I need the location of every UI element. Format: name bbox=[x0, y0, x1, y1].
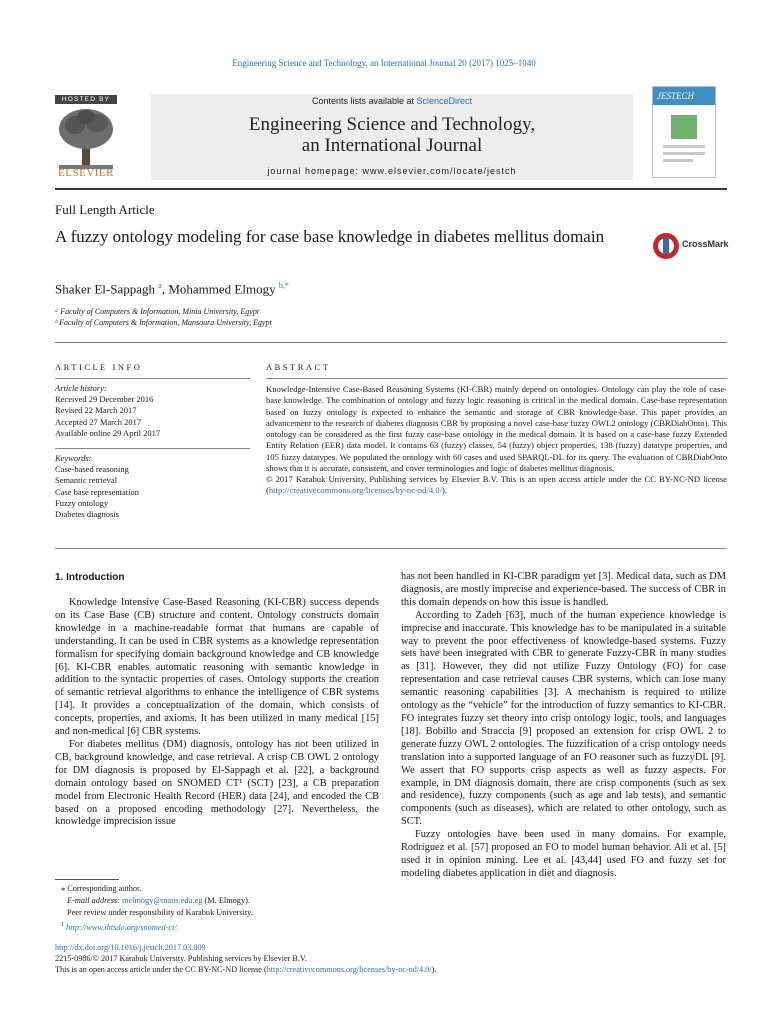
email-link[interactable]: melmogy@mans.edu.eg bbox=[122, 896, 203, 905]
hosted-by-badge: HOSTED BY bbox=[55, 95, 117, 104]
open-access-line bbox=[55, 964, 735, 975]
paragraph: has not been handled in KI-CBR paradigm yet [3]. Medical data, such as DM diagnosis, are mostly imprecise and experience-based. The success of CBR in this domain depends on how this issue is handled. bbox=[401, 571, 726, 608]
abstract-text: Knowledge-Intensive Case-Based Reasoning Systems (KI-CBR) mainly depend on ontologies. Ontology can play the role of case-base knowledge. The combination of ontology and fuzzy logic reasoning is critical in the medical domain. Case-base representation based on fuzzy ontology is expected to enhance the semantic and storage of CBR knowledge-base. This paper provides an advancement to the research of diabetes diagnosis CBR by proposing a novel case-base fuzzy OWL2 ontology (CBRDiabOnto). This ontology can be considered as the first fuzzy case-base ontology in the medical domain. It is based on a case-base fuzzy Extended Entity Relation (EER) data model. It contains 63 (fuzzy) classes, 54 (fuzzy) object properties, 138 (fuzzy) datatype properties, and 105 fuzzy datatypes. We populated the ontology with 60 cases and used SPARQL-DL for its query. The evaluation of CBRDiabOnto shows that it is accurate, consistent, and cover terminologies and logic of diabetes mellitus diagnosis. bbox=[266, 384, 727, 473]
contents-prefix: Contents lists available at bbox=[311, 96, 417, 106]
journal-title-line2: an International Journal bbox=[301, 135, 483, 156]
paragraph: For diabetes mellitus (DM) diagnosis, ontology has not been utilized in CB, background knowledge, and case retrieval. A crisp CB OWL 2 ontology for DM diagnosis is proposed by El-Sappagh et al. [22], a background domain ontology based on SNOMED CT¹ (SCT) [23], a CB preparation model from Electronic Health Record (HER) data [24], and encoded the CB based on a proposed encoding methodology [27]. Nevertheless, the knowledge imprecision issue bbox=[55, 738, 379, 828]
author-separator: , bbox=[161, 281, 169, 297]
abstract-rule bbox=[266, 378, 727, 379]
affiliation-a: ᵃ Faculty of Computers & Information, Minia University, Egypt bbox=[55, 307, 260, 316]
author-name: Mohammed Elmogy bbox=[168, 281, 276, 297]
homepage-url[interactable]: www.elsevier.com/locate/jestch bbox=[362, 166, 517, 176]
history-label: Article history: bbox=[55, 383, 107, 393]
section-rule bbox=[55, 342, 727, 343]
article-info-heading: ARTICLE INFO bbox=[55, 362, 143, 372]
sciencedirect-link[interactable]: ScienceDirect bbox=[416, 96, 473, 106]
issn-line: 2215-0986/© 2017 Karabuk University. Publishing services by Elsevier B.V. bbox=[55, 954, 307, 963]
doi-link[interactable]: http://dx.doi.org/10.1016/j.jestch.2017.03.009 bbox=[55, 943, 206, 952]
author-affiliation-mark[interactable]: b,* bbox=[278, 281, 289, 290]
paragraph: Fuzzy ontologies have been used in many domains. For example, Rodríguez et al. [57] proposed an FO to model human behavior. Ali et al. [5] used it in opinion mining. Lee et al. [43,44] used FO and fuzzy set for modeling diabetes application in diet and diagnosis. bbox=[401, 829, 726, 879]
history-received: Received 29 December 2016 bbox=[55, 394, 154, 405]
author-affiliation-mark[interactable]: a bbox=[158, 281, 162, 290]
section-heading-introduction: 1. Introduction bbox=[55, 572, 125, 583]
keywords-block bbox=[55, 453, 255, 520]
journal-title-line1: Engineering Science and Technology, bbox=[248, 114, 536, 135]
history-accepted: Accepted 27 March 2017 bbox=[55, 416, 142, 427]
author-name: Shaker El-Sappagh bbox=[55, 281, 156, 297]
crossmark-icon bbox=[652, 232, 680, 260]
abstract-copyright bbox=[266, 474, 727, 497]
article-title: A fuzzy ontology modeling for case base knowledge in diabetes mellitus domain bbox=[55, 227, 605, 246]
paragraph: According to Zadeh [63], much of the human experience knowledge is imprecise and inaccurate. This knowledge has to be manipulated in a suitable way to prevent the poor effectiveness of knowledge-based systems. Fuzzy sets have been integrated with CBR to generate Fuzzy-CBR in many studies as [31]. However, they did not utilize Fuzzy Ontology (FO) for case representation and case retrieval causes CBR systems, which can lose many semantic reasoning capabilities [3]. A mechanism is required to utilize ontology as the “vehicle” for the introduction of fuzzy semantics to KI-CBR. FO integrates fuzzy set theory into crisp ontology logic, tools, and languages [18]. Bobillo and Straccia [9] proposed an extension for crisp OWL 2 to generate fuzzy OWL 2 ontologies. The fuzzification of a crisp ontology needs translation into a supported language of an FO reasoner such as fuzzyDL [9]. We assert that FO supports crisp aspects as well as fuzzy aspects. For example, in DM diagnosis domain, there are crisp components (such as sex and residence), fuzzy components (such as age and lab tests), and semantic components (such as diseases), which are related to other ontology, such as SCT. bbox=[401, 609, 726, 828]
email-label: E-mail address: bbox=[67, 896, 122, 905]
cover-title: JESTECH bbox=[653, 87, 715, 105]
email-name: (M. Elmogy). bbox=[202, 896, 250, 905]
keywords-label: Keywords: bbox=[55, 453, 92, 463]
oa-prefix: This is an open access article under the CC BY-NC-ND license ( bbox=[55, 965, 267, 974]
elsevier-tree-logo bbox=[55, 107, 117, 171]
oa-suffix: ). bbox=[431, 965, 437, 974]
footnotes bbox=[55, 883, 385, 934]
keyword-item: Semantic retrieval bbox=[55, 475, 118, 486]
crossmark-label: CrossMark bbox=[682, 239, 729, 249]
homepage-prefix: journal homepage: bbox=[267, 166, 363, 176]
footnote-rule bbox=[55, 879, 119, 880]
cover-artwork bbox=[659, 111, 709, 171]
paragraph: Knowledge Intensive Case-Based Reasoning (KI-CBR) success depends on its Case Base (CB) structure and content. Ontology constructs domain knowledge in a machine-readable format that humans are capable of understanding. It can be used in CBR systems as a knowledge representation formalism for specifying domain background knowledge and CB knowledge [6]. KI-CBR enables automatic reasoning with semantic knowledge in addition to the syntactic properties of cases. Ontology supports the creation of semantic retrieval algorithms to enhance the intelligence of CBR systems [14]. It provides a conceptualization of the domain, which consists of concepts, properties, and axioms. It has been utilized in many medical [15] and non-medical [6] CBR systems. bbox=[55, 597, 379, 738]
article-type: Full Length Article bbox=[55, 202, 155, 217]
journal-title bbox=[151, 114, 633, 156]
contents-line bbox=[151, 96, 633, 106]
oa-license-link[interactable]: http://creativecommons.org/licenses/by-nc-nd/4.0/ bbox=[266, 965, 432, 974]
crossmark-badge[interactable] bbox=[652, 231, 730, 261]
journal-citation[interactable]: Engineering Science and Technology, an International Journal 20 (2017) 1025–1040 bbox=[232, 58, 536, 68]
abstract-bottom-rule bbox=[55, 548, 727, 549]
keyword-item: Case-based reasoning bbox=[55, 464, 129, 475]
corresponding-author-note: ⁎ Corresponding author. bbox=[61, 884, 142, 893]
abstract-heading: ABSTRACT bbox=[266, 362, 331, 372]
history-online: Available online 29 April 2017 bbox=[55, 427, 161, 438]
elsevier-wordmark: ELSEVIER bbox=[58, 167, 114, 179]
affiliation-b: ᵇ Faculty of Computers & Information, Mansoura University, Egypt bbox=[55, 318, 272, 327]
header-rule bbox=[55, 188, 727, 190]
copyright-close: ). bbox=[441, 485, 447, 496]
body-left-column bbox=[55, 597, 379, 829]
license-link[interactable]: http://creativecommons.org/licenses/by-nc-nd/4.0/ bbox=[268, 485, 442, 496]
keyword-item: Diabetes diagnosis bbox=[55, 509, 119, 520]
keywords-rule bbox=[55, 448, 250, 449]
footnote-1 bbox=[55, 919, 385, 934]
history-revised: Revised 22 March 2017 bbox=[55, 405, 137, 416]
keyword-item: Case base representation bbox=[55, 486, 140, 497]
article-info-rule bbox=[55, 378, 250, 379]
footnote-1-mark: 1 bbox=[61, 922, 64, 928]
keyword-item: Fuzzy ontology bbox=[55, 497, 109, 508]
author-list bbox=[55, 281, 289, 297]
article-bottom-info bbox=[55, 942, 735, 975]
body-right-column bbox=[401, 571, 726, 881]
peer-review-note: Peer review under responsibility of Karabuk University. bbox=[67, 908, 253, 917]
journal-cover-thumbnail[interactable] bbox=[652, 86, 716, 178]
article-history bbox=[55, 383, 255, 439]
snomed-link[interactable]: http://www.ihtsdo.org/snomed-ct/. bbox=[66, 922, 179, 932]
email-note bbox=[55, 895, 385, 907]
journal-homepage bbox=[151, 166, 633, 176]
copyright-text: © 2017 Karabuk University. Publishing services by Elsevier B.V. This is an open access article under the CC BY-NC-ND license ( bbox=[266, 474, 727, 496]
abstract-body bbox=[266, 384, 727, 497]
